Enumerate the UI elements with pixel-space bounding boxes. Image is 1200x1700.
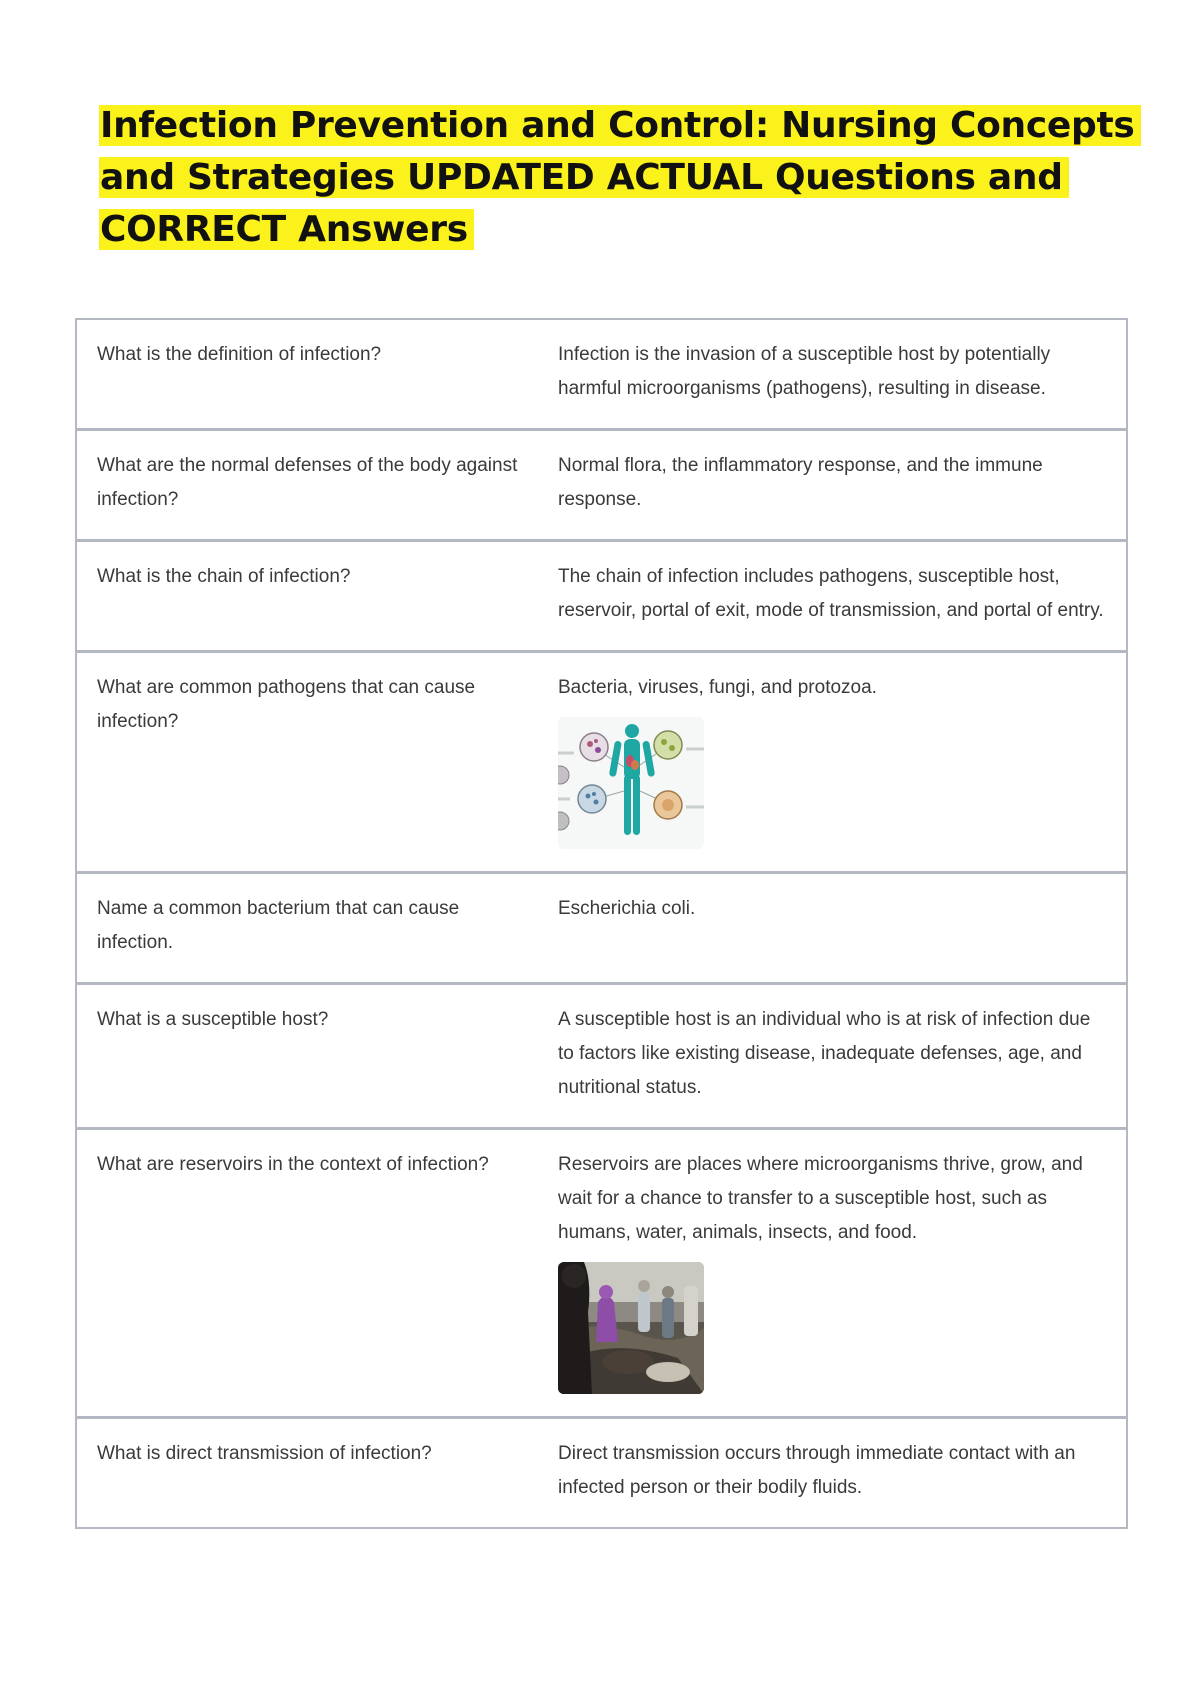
pathogens-body-diagram-image	[558, 717, 704, 849]
reservoir-photo-image	[558, 1262, 704, 1394]
title-block	[99, 100, 1159, 256]
answer-cell	[538, 1129, 1127, 1418]
table-row	[76, 1129, 1127, 1418]
answer-cell: Direct transmission occurs through immediate contact with an infected person or their bodily fluids.	[538, 1418, 1127, 1529]
answer-text: Bacteria, viruses, fungi, and protozoa.	[558, 677, 877, 698]
answer-cell: Normal flora, the inflammatory response, and the immune response.	[538, 430, 1127, 541]
document-title	[99, 100, 1159, 256]
answer-cell: Escherichia coli.	[538, 873, 1127, 984]
question-cell: What is direct transmission of infection?	[76, 1418, 538, 1529]
table-row	[76, 652, 1127, 873]
answer-cell: Infection is the invasion of a susceptible host by potentially harmful microorganisms (pathogens), resulting in disease.	[558, 344, 1051, 399]
table-row	[76, 319, 1127, 430]
question-cell: What are the normal defenses of the body against infection?	[76, 430, 538, 541]
table-row	[76, 430, 1127, 541]
title-highlight: Infection Prevention and Control: Nursing Concepts and Strategies UPDATED ACTUAL Questions and CORRECT Answers	[99, 105, 1141, 250]
answer-cell	[538, 652, 1127, 873]
answer-cell: The chain of infection includes pathogens, susceptible host, reservoir, portal of exit, mode of transmission, and portal of entry.	[538, 541, 1127, 652]
table-row	[76, 984, 1127, 1129]
table-row	[76, 873, 1127, 984]
question-cell: What is the definition of infection?	[97, 344, 382, 365]
table-row	[76, 541, 1127, 652]
answer-text: Reservoirs are places where microorganisms thrive, grow, and wait for a chance to transfer to a susceptible host, such as humans, water, animals, insects, and food.	[558, 1154, 1083, 1243]
answer-cell: A susceptible host is an individual who is at risk of infection due to factors like existing disease, inadequate defenses, age, and nutritional status.	[538, 984, 1127, 1129]
question-cell: What are reservoirs in the context of infection?	[76, 1129, 538, 1418]
question-cell: What are common pathogens that can cause infection?	[76, 652, 538, 873]
table-row	[76, 1418, 1127, 1529]
question-cell: Name a common bacterium that can cause infection.	[76, 873, 538, 984]
question-cell: What is a susceptible host?	[76, 984, 538, 1129]
question-cell: What is the chain of infection?	[76, 541, 538, 652]
qa-table	[75, 318, 1128, 1529]
